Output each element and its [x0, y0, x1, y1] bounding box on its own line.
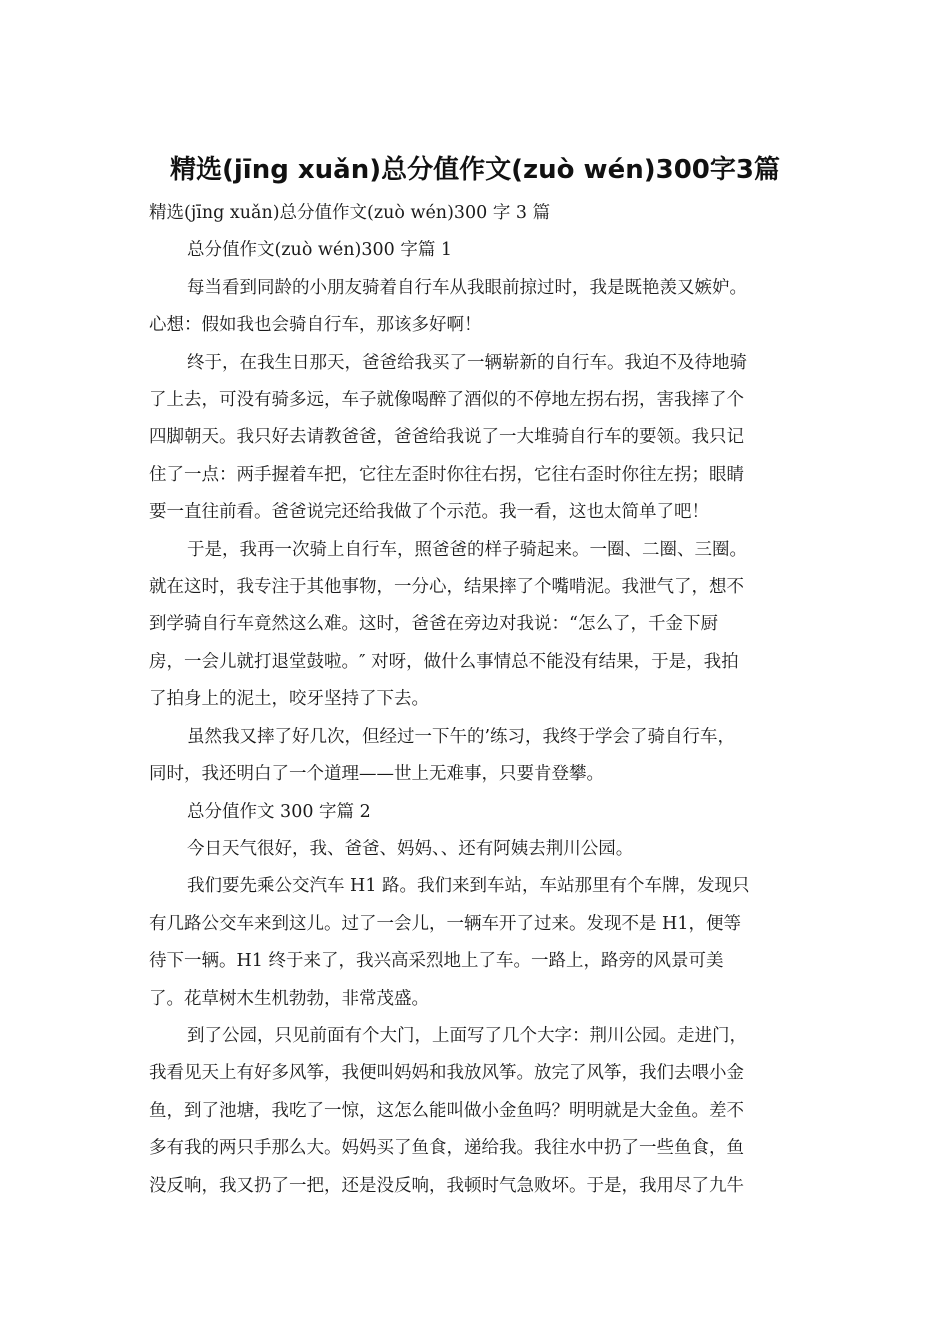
text-line: 我看见天上有好多风筝，我便叫妈妈和我放风筝。放完了风筝，我们去喂小金	[149, 1063, 744, 1084]
text-line: 有几路公交车来到这儿。过了一会儿，一辆车开了过来。发现不是 H1，便等	[149, 913, 741, 934]
text-line: 今日天气很好，我、爸爸、妈妈、、还有阿姨去荆川公园。	[187, 838, 634, 859]
text-line: 总分值作文 300 字篇 2	[187, 801, 371, 822]
essay-2-paragraph-1	[149, 831, 805, 868]
text-line: 心想：假如我也会骑自行车，那该多好啊！	[149, 315, 482, 336]
text-line: 到学骑自行车竟然这么难。这时，爸爸在旁边对我说：“怎么了，千金下厨	[149, 614, 718, 635]
text-line: 了拍身上的泥土，咬牙坚持了下去。	[149, 689, 429, 710]
text-line: 住了一点：两手握着车把，它往左歪时你往右拐，它往右歪时你往左拐；眼睛	[149, 464, 744, 485]
text-line: 鱼，到了池塘，我吃了一惊，这怎么能叫做小金鱼吗？明明就是大金鱼。差不	[149, 1100, 744, 1121]
text-line: 到了公园，只见前面有个大门，上面写了几个大字：荆川公园。走进门，	[187, 1025, 747, 1046]
text-line: 房，一会儿就打退堂鼓啦。″ 对呀，做什么事情总不能没有结果，于是，我拍	[149, 651, 739, 672]
subtitle-line	[149, 195, 805, 232]
essay-1-paragraph-2	[149, 345, 805, 532]
document-title: 精选(jīng xuǎn)总分值作文(zuò wén)300字3篇	[170, 155, 780, 185]
text-line: 就在这时，我专注于其他事物，一分心，结果摔了个嘴啃泥。我泄气了，想不	[149, 577, 744, 598]
text-line: 终于，在我生日那天，爸爸给我买了一辆崭新的自行车。我迫不及待地骑	[187, 352, 747, 373]
text-line: 没反响，我又扔了一把，还是没反响，我顿时气急败坏。于是，我用尽了九牛	[149, 1175, 744, 1196]
text-line: 总分值作文(zuò wén)300 字篇 1	[187, 240, 453, 261]
text-line: 多有我的两只手那么大。妈妈买了鱼食，递给我。我往水中扔了一些鱼食，鱼	[149, 1138, 744, 1159]
text-line: 待下一辆。H1 终于来了，我兴高采烈地上了车。一路上，路旁的风景可美	[149, 951, 724, 972]
essay-2-heading	[149, 794, 805, 831]
text-line: 虽然我又摔了好几次，但经过一下午的’练习，我终于学会了骑自行车，	[187, 726, 736, 747]
essay-2-paragraph-3	[149, 1018, 805, 1205]
text-line: 了。花草树木生机勃勃，非常茂盛。	[149, 988, 429, 1009]
text-line: 要一直往前看。爸爸说完还给我做了个示范。我一看，这也太简单了吧！	[149, 502, 709, 523]
essay-1-paragraph-3	[149, 532, 805, 719]
essay-1-heading	[149, 232, 805, 269]
text-line: 四脚朝天。我只好去请教爸爸，爸爸给我说了一大堆骑自行车的要领。我只记	[149, 427, 744, 448]
essay-1-paragraph-4	[149, 719, 805, 794]
essay-2-paragraph-2	[149, 868, 805, 1018]
text-line: 了上去，可没有骑多远，车子就像喝醉了酒似的不停地左拐右拐，害我摔了个	[149, 390, 744, 411]
document-body	[149, 195, 805, 1205]
text-line: 同时，我还明白了一个道理——世上无难事，只要肯登攀。	[149, 764, 604, 785]
text-line: 精选(jīng xuǎn)总分值作文(zuò wén)300 字 3 篇	[149, 203, 551, 223]
essay-1-paragraph-1	[149, 270, 805, 345]
text-line: 每当看到同龄的小朋友骑着自行车从我眼前掠过时，我是既艳羡又嫉妒。	[187, 277, 747, 298]
text-line: 我们要先乘公交汽车 H1 路。我们来到车站，车站那里有个车牌，发现只	[187, 876, 750, 897]
text-line: 于是，我再一次骑上自行车，照爸爸的样子骑起来。一圈、二圈、三圈。	[187, 539, 747, 560]
